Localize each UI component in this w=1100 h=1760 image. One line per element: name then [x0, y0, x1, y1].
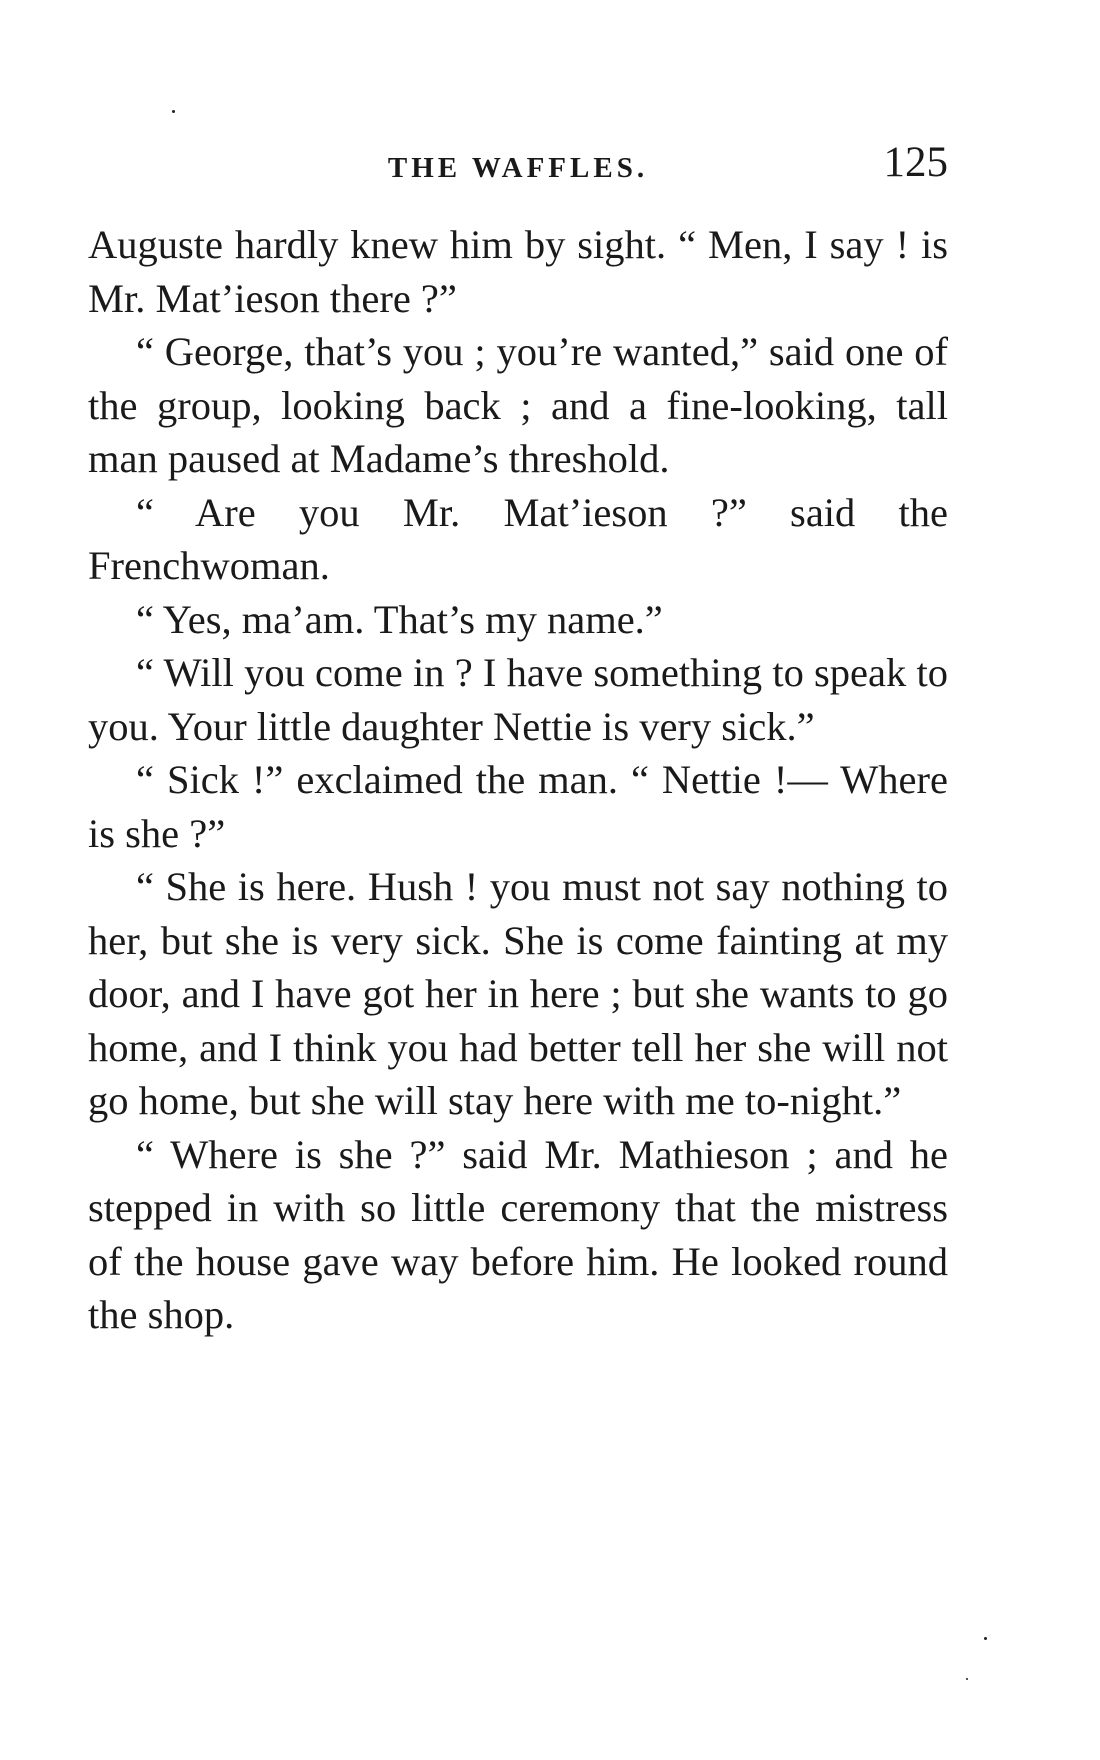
print-speck: [966, 1678, 968, 1680]
running-head: [88, 138, 948, 198]
paragraph-8: “ Where is she ?” said Mr. Mathieson ; and he stepped in with so little ceremony that the mistress of the house gave way before him. He looked round the shop.: [88, 1131, 948, 1337]
paragraph-6: “ Sick !” exclaimed the man. “ Nettie !— Where is she ?”: [88, 757, 948, 856]
paragraph-1: Auguste hardly knew him by sight. “ Men, I say ! is Mr. Mat’ieson there ?”: [88, 222, 948, 321]
paragraph-3: “ Are you Mr. Mat’ieson ?” said the Frenchwoman.: [88, 489, 948, 588]
paragraph-5: “ Will you come in ? I have something to speak to you. Your little daughter Nettie is very sick.”: [88, 650, 948, 749]
paragraph-2: “ George, that’s you ; you’re wanted,” said one of the group, looking back ; and a fine-looking, tall man paused at Madame’s threshold.: [88, 329, 948, 481]
print-speck: [984, 1637, 987, 1640]
paragraph-7: “ She is here. Hush ! you must not say nothing to her, but she is very sick. She is come fainting at my door, and I have got her in here ; but she wants to go home, and I think you had better tell her she will not go home, but she will stay here with me to-night.”: [88, 864, 948, 1123]
paragraph-4: “ Yes, ma’am. That’s my name.”: [136, 596, 663, 642]
print-speck: [172, 110, 175, 113]
page-number: 125: [883, 139, 948, 186]
body-text: [88, 218, 948, 1342]
running-title: THE WAFFLES.: [387, 152, 649, 184]
